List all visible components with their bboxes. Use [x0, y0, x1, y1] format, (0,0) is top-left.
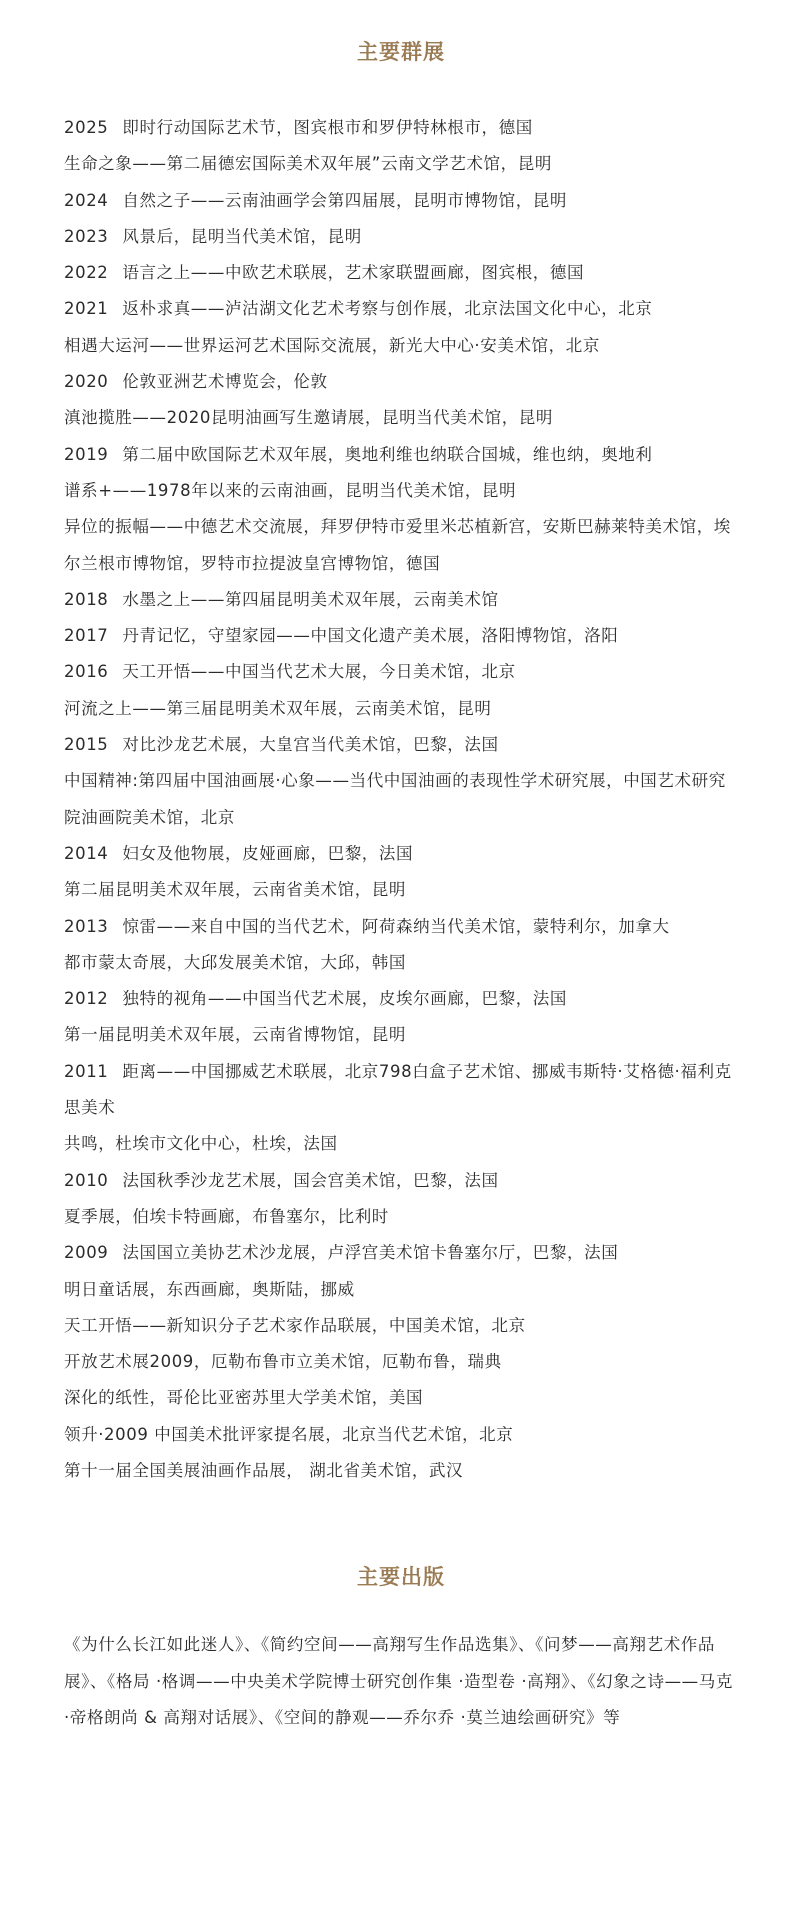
- exhibition-entry: [64, 1054, 738, 1127]
- exhibition-text: 法国秋季沙龙艺术展，国会宫美术馆，巴黎，法国: [122, 1170, 499, 1190]
- exhibition-entry: [64, 1163, 738, 1199]
- exhibition-entry: [64, 1344, 738, 1380]
- exhibition-text: 独特的视角——中国当代艺术展，皮埃尔画廊，巴黎，法国: [122, 989, 568, 1009]
- exhibition-text: 明日童话展，东西画廊，奥斯陆，挪威: [64, 1279, 355, 1299]
- exhibition-entry: [64, 1017, 738, 1053]
- exhibition-text: 开放艺术展2009，厄勒布鲁市立美术馆，厄勒布鲁，瑞典: [64, 1352, 502, 1372]
- exhibition-year: 2015: [64, 735, 109, 755]
- exhibition-text: 都市蒙太奇展，大邱发展美术馆，大邱，韩国: [64, 952, 406, 972]
- exhibition-text: 丹青记忆，守望家园——中国文化遗产美术展，洛阳博物馆，洛阳: [122, 626, 619, 646]
- exhibition-entry: [64, 110, 738, 146]
- exhibition-text: 自然之子——云南油画学会第四届展，昆明市博物馆，昆明: [122, 190, 568, 210]
- exhibition-text: 第二届昆明美术双年展，云南省美术馆，昆明: [64, 880, 406, 900]
- exhibition-text: 对比沙龙艺术展，大皇宫当代美术馆，巴黎，法国: [122, 735, 499, 755]
- exhibition-text: 返朴求真——泸沽湖文化艺术考察与创作展，北京法国文化中心，北京: [122, 299, 653, 319]
- exhibition-text: 滇池揽胜——2020昆明油画写生邀请展，昆明当代美术馆，昆明: [64, 408, 553, 428]
- exhibition-text: 河流之上——第三届昆明美术双年展，云南美术馆，昆明: [64, 698, 492, 718]
- exhibition-entry: [64, 945, 738, 981]
- publications-text: 《为什么长江如此迷人》、《简约空间——高翔写生作品选集》、《问梦——高翔艺术作品展》、《格局 ·格调——中央美术学院博士研究创作集 ·造型卷 ·高翔》、《幻象之诗——马克 ·帝格朗尚 & 高翔对话展》、《空间的静观——乔尔乔 ·莫兰迪绘画研究》等: [64, 1635, 733, 1727]
- exhibition-entry: [64, 255, 738, 291]
- exhibition-text: 第十一届全国美展油画作品展， 湖北省美术馆，武汉: [64, 1460, 464, 1480]
- exhibition-year: 2009: [64, 1243, 109, 1263]
- exhibition-text: 天工开悟——新知识分子艺术家作品联展，中国美术馆，北京: [64, 1315, 526, 1335]
- exhibition-year: 2020: [64, 372, 109, 392]
- exhibition-entry: [64, 437, 738, 473]
- exhibition-entry: [64, 654, 738, 690]
- exhibition-entry: [64, 473, 738, 509]
- publications-title: 主要出版: [357, 1565, 445, 1590]
- exhibition-entry: [64, 146, 738, 182]
- exhibition-text: 夏季展，伯埃卡特画廊，布鲁塞尔，比利时: [64, 1206, 389, 1226]
- exhibition-entry: [64, 328, 738, 364]
- exhibition-entry: [64, 1235, 738, 1271]
- exhibition-text: 领升·2009 中国美术批评家提名展，北京当代艺术馆，北京: [64, 1424, 514, 1444]
- exhibition-entry: [64, 763, 738, 836]
- exhibition-year: 2013: [64, 916, 109, 936]
- exhibition-text: 共鸣，杜埃市文化中心，杜埃，法国: [64, 1134, 338, 1154]
- exhibition-text: 第一届昆明美术双年展，云南省博物馆，昆明: [64, 1025, 406, 1045]
- exhibition-year: 2016: [64, 662, 109, 682]
- exhibition-text: 即时行动国际艺术节，图宾根市和罗伊特林根市，德国: [122, 118, 533, 137]
- exhibition-text: 谱系+——1978年以来的云南油画，昆明当代美术馆，昆明: [64, 480, 517, 500]
- exhibition-text: 深化的纸性，哥伦比亚密苏里大学美术馆，美国: [64, 1388, 424, 1408]
- exhibition-year: 2017: [64, 626, 109, 646]
- exhibition-entry: [64, 1308, 738, 1344]
- exhibition-year: 2025: [64, 118, 109, 137]
- exhibition-year: 2011: [64, 1061, 109, 1081]
- exhibition-year: 2024: [64, 190, 109, 210]
- exhibition-entry: [64, 1126, 738, 1162]
- exhibition-text: 语言之上——中欧艺术联展，艺术家联盟画廊，图宾根，德国: [122, 263, 585, 283]
- exhibition-entry: [64, 364, 738, 400]
- exhibition-entry: [64, 872, 738, 908]
- exhibition-year: 2021: [64, 299, 109, 319]
- exhibition-year: 2010: [64, 1170, 109, 1190]
- exhibition-entry: [64, 1417, 738, 1453]
- exhibition-text: 惊雷——来自中国的当代艺术，阿荷森纳当代美术馆，蒙特利尔，加拿大: [122, 916, 670, 936]
- exhibition-entry: [64, 183, 738, 219]
- exhibition-year: 2012: [64, 989, 109, 1009]
- exhibition-entry: [64, 727, 738, 763]
- exhibition-entry: [64, 909, 738, 945]
- exhibition-text: 天工开悟——中国当代艺术大展，今日美术馆，北京: [122, 662, 516, 682]
- exhibition-year: 2022: [64, 263, 109, 283]
- exhibition-entry: [64, 1199, 738, 1235]
- exhibition-text: 中国精神:第四届中国油画展·心象——当代中国油画的表现性学术研究展，中国艺术研究院油画院美术馆，北京: [64, 771, 726, 827]
- exhibition-text: 第二届中欧国际艺术双年展，奥地利维也纳联合国城，维也纳，奥地利: [122, 444, 653, 464]
- exhibitions-list: [64, 110, 738, 1489]
- exhibition-text: 异位的振幅——中德艺术交流展，拜罗伊特市爱里米芯植新宫，安斯巴赫莱特美术馆，埃尔兰根市博物馆，罗特市拉提波皇宫博物馆，德国: [64, 517, 731, 573]
- exhibition-text: 生命之象——第二届德宏国际美术双年展”云南文学艺术馆，昆明: [64, 154, 552, 174]
- exhibition-year: 2014: [64, 843, 109, 863]
- exhibition-text: 法国国立美协艺术沙龙展，卢浮宫美术馆卡鲁塞尔厅，巴黎，法国: [122, 1243, 619, 1263]
- exhibition-year: 2023: [64, 226, 109, 246]
- exhibitions-title: 主要群展: [357, 40, 445, 64]
- exhibition-text: 风景后，昆明当代美术馆，昆明: [122, 226, 362, 246]
- exhibition-text: 水墨之上——第四届昆明美术双年展，云南美术馆: [122, 589, 499, 609]
- exhibition-entry: [64, 618, 738, 654]
- exhibition-entry: [64, 691, 738, 727]
- exhibition-year: 2018: [64, 589, 109, 609]
- exhibition-entry: [64, 291, 738, 327]
- exhibition-text: 距离——中国挪威艺术联展，北京798白盒子艺术馆、挪威韦斯特·艾格德·福利克 思美术: [64, 1061, 732, 1118]
- exhibition-entry: [64, 1453, 738, 1489]
- exhibition-entry: [64, 1380, 738, 1416]
- exhibition-entry: [64, 582, 738, 618]
- exhibition-entry: [64, 219, 738, 255]
- exhibition-entry: [64, 836, 738, 872]
- exhibition-entry: [64, 981, 738, 1017]
- exhibition-text: 相遇大运河——世界运河艺术国际交流展，新光大中心·安美术馆，北京: [64, 335, 600, 355]
- exhibition-text: 伦敦亚洲艺术博览会，伦敦: [122, 372, 328, 392]
- exhibition-entry: [64, 1272, 738, 1308]
- exhibition-year: 2019: [64, 444, 109, 464]
- exhibition-entry: [64, 509, 738, 582]
- exhibition-entry: [64, 400, 738, 436]
- exhibition-text: 妇女及他物展，皮娅画廊，巴黎，法国: [122, 843, 414, 863]
